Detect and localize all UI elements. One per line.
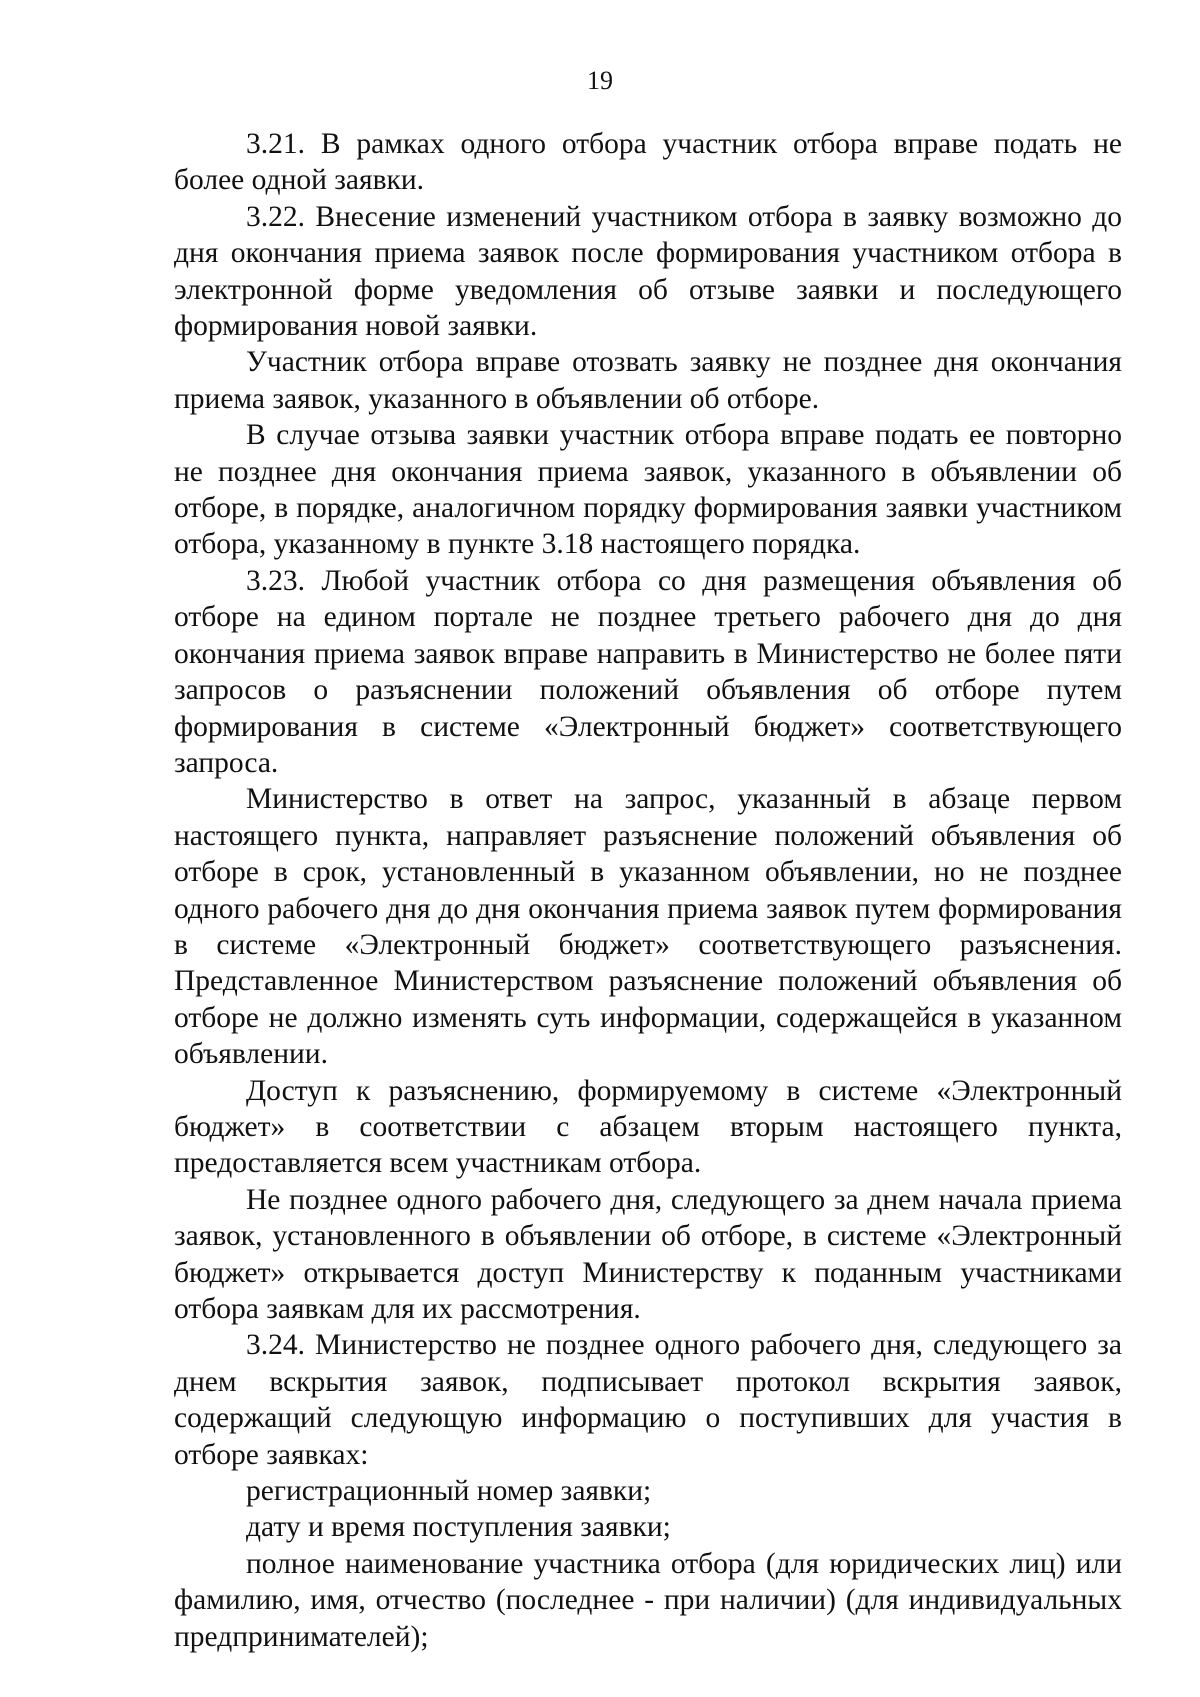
list-item-date-time: дату и время поступления заявки;	[246, 1511, 671, 1544]
paragraph-3-22: 3.22. Внесение изменений участником отбора в заявку возможно до дня окончания приема заявок после формирования участником отбора в электронной форме уведомления об отзыве заявки и последующего формирования новой заявки.	[174, 200, 1122, 343]
paragraph-ministry-response: Министерство в ответ на запрос, указанный в абзаце первом настоящего пункта, направляет разъяснение положений объявления об отборе в срок, установленный в указанном объявлении, но не позднее одного рабочего дня до дня окончания приема заявок путем формирования в системе «Электронный бюджет» соответствующего разъяснения. Представленное Министерством разъяснение положений объявления об отборе не должно изменять суть информации, содержащейся в указанном объявлении.	[174, 783, 1122, 1071]
paragraph-3-24: 3.24. Министерство не позднее одного рабочего дня, следующего за днем вскрытия заявок, подписывает протокол вскрытия заявок, содержащий следующую информацию о поступивших для участия в отборе заявках:	[174, 1329, 1122, 1471]
document-body	[174, 126, 1122, 1655]
paragraph-access-clarification: Доступ к разъяснению, формируемому в системе «Электронный бюджет» в соответствии с абзацем вторым настоящего пункта, предоставляется всем участникам отбора.	[174, 1074, 1122, 1180]
paragraph-access-applications: Не позднее одного рабочего дня, следующего за днем начала приема заявок, установленного в объявлении об отборе, в системе «Электронный бюджет» открывается доступ Министерству к поданным участниками отбора заявкам для их рассмотрения.	[174, 1183, 1122, 1325]
page-number: 19	[587, 66, 613, 95]
list-item-registration-number: регистрационный номер заявки;	[246, 1475, 652, 1508]
paragraph-resubmit: В случае отзыва заявки участник отбора вправе подать ее повторно не позднее дня окончания приема заявок, указанного в объявлении об отборе, в порядке, аналогичном порядку формирования заявки участником отбора, указанному в пункте 3.18 настоящего порядка.	[174, 419, 1122, 561]
paragraph-withdraw-right: Участник отбора вправе отозвать заявку не позднее дня окончания приема заявок, указанного в объявлении об отборе.	[174, 346, 1122, 415]
paragraph-3-21: 3.21. В рамках одного отбора участник отбора вправе подать не более одной заявки.	[174, 128, 1122, 197]
list-item-full-name: полное наименование участника отбора (для юридических лиц) или фамилию, имя, отчество (последнее - при наличии) (для индивидуальных предпринимателей);	[174, 1547, 1122, 1653]
paragraph-3-23: 3.23. Любой участник отбора со дня размещения объявления об отборе на едином портале не позднее третьего рабочего дня до дня окончания приема заявок вправе направить в Министерство не более пяти запросов о разъяснении положений объявления об отборе путем формирования в системе «Электронный бюджет» соответствующего запроса.	[174, 564, 1122, 779]
